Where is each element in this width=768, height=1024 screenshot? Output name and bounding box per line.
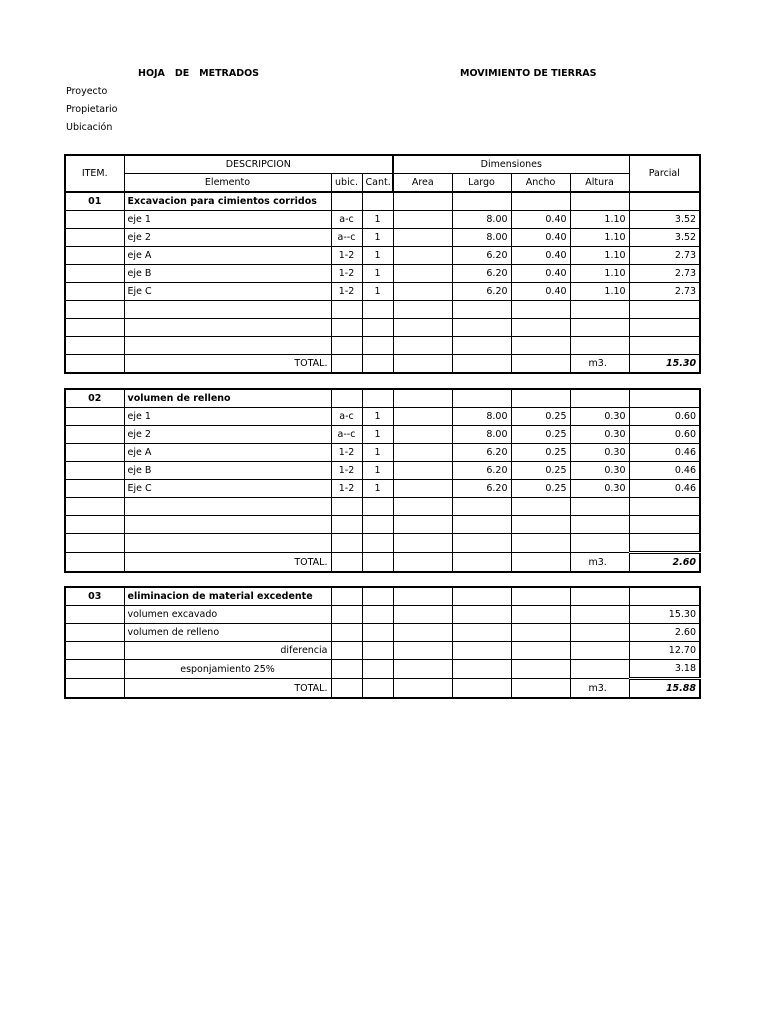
section-table-03 <box>64 586 701 699</box>
empty-cell <box>452 642 511 660</box>
total-value: 15.30 <box>629 355 700 374</box>
elemento-cell: eje 1 <box>124 211 331 229</box>
empty-cell <box>331 642 362 660</box>
col-header-cant: Cant. <box>362 174 393 193</box>
parcial-cell: 0.60 <box>629 408 700 426</box>
line-label: volumen de relleno <box>124 624 331 642</box>
elemento-cell: eje A <box>124 247 331 265</box>
largo-cell: 6.20 <box>452 444 511 462</box>
ubic-cell: a--c <box>331 229 362 247</box>
item-number: 01 <box>65 192 124 211</box>
table-row <box>65 283 700 301</box>
ubic-cell: 1-2 <box>331 444 362 462</box>
total-label: TOTAL. <box>124 355 331 374</box>
ancho-cell: 0.25 <box>511 444 570 462</box>
empty-cell <box>331 660 362 679</box>
col-header-area: Area <box>393 174 452 193</box>
table-row <box>65 660 700 679</box>
ubic-cell: 1-2 <box>331 247 362 265</box>
total-row <box>65 679 700 699</box>
empty-row <box>65 337 700 355</box>
table-row <box>65 606 700 624</box>
total-row <box>65 553 700 573</box>
total-label: TOTAL. <box>124 679 331 699</box>
table-row <box>65 426 700 444</box>
table-row <box>65 444 700 462</box>
cant-cell: 1 <box>362 444 393 462</box>
total-row <box>65 355 700 374</box>
largo-cell: 6.20 <box>452 265 511 283</box>
ubic-cell: a--c <box>331 426 362 444</box>
elemento-cell: eje B <box>124 265 331 283</box>
table-row <box>65 642 700 660</box>
item-cell <box>65 408 124 426</box>
section-title: Excavacion para cimientos corridos <box>124 192 331 211</box>
item-cell <box>65 606 124 624</box>
elemento-cell: eje A <box>124 444 331 462</box>
elemento-cell: Eje C <box>124 283 331 301</box>
cant-cell: 1 <box>362 480 393 498</box>
altura-cell: 0.30 <box>570 426 629 444</box>
altura-cell: 1.10 <box>570 265 629 283</box>
empty-cell <box>570 660 629 679</box>
altura-cell: 0.30 <box>570 408 629 426</box>
ubic-cell: 1-2 <box>331 480 362 498</box>
item-number: 03 <box>65 587 124 606</box>
item-cell <box>65 462 124 480</box>
total-value: 15.88 <box>629 679 700 699</box>
elemento-cell: eje 1 <box>124 408 331 426</box>
largo-cell: 6.20 <box>452 480 511 498</box>
area-cell <box>393 462 452 480</box>
altura-cell: 0.30 <box>570 462 629 480</box>
parcial-cell: 2.73 <box>629 283 700 301</box>
section-title: eliminacion de material excedente <box>124 587 331 606</box>
col-header-ubic: ubic. <box>331 174 362 193</box>
empty-cell <box>570 606 629 624</box>
empty-cell <box>452 624 511 642</box>
parcial-cell: 15.30 <box>629 606 700 624</box>
parcial-cell: 3.52 <box>629 211 700 229</box>
largo-cell: 8.00 <box>452 426 511 444</box>
cant-cell: 1 <box>362 265 393 283</box>
cant-cell: 1 <box>362 211 393 229</box>
col-header-ancho: Ancho <box>511 174 570 193</box>
item-cell <box>65 642 124 660</box>
empty-cell <box>452 660 511 679</box>
ubic-cell: a-c <box>331 211 362 229</box>
empty-cell <box>362 642 393 660</box>
empty-row <box>65 516 700 534</box>
area-cell <box>393 229 452 247</box>
parcial-cell: 0.46 <box>629 444 700 462</box>
item-cell <box>65 426 124 444</box>
empty-cell <box>362 660 393 679</box>
section-table-01 <box>64 154 701 374</box>
table-row <box>65 462 700 480</box>
ancho-cell: 0.40 <box>511 211 570 229</box>
ancho-cell: 0.40 <box>511 229 570 247</box>
cant-cell: 1 <box>362 408 393 426</box>
item-cell <box>65 247 124 265</box>
empty-cell <box>331 606 362 624</box>
parcial-cell: 0.60 <box>629 426 700 444</box>
parcial-cell: 2.73 <box>629 265 700 283</box>
ubic-cell: 1-2 <box>331 462 362 480</box>
ancho-cell: 0.40 <box>511 265 570 283</box>
parcial-cell: 2.73 <box>629 247 700 265</box>
section-title-row <box>65 587 700 606</box>
total-unit: m3. <box>570 679 629 699</box>
largo-cell: 6.20 <box>452 462 511 480</box>
total-label: TOTAL. <box>124 553 331 573</box>
largo-cell: 8.00 <box>452 408 511 426</box>
elemento-cell: eje B <box>124 462 331 480</box>
altura-cell: 0.30 <box>570 480 629 498</box>
table-row <box>65 265 700 283</box>
largo-cell: 8.00 <box>452 229 511 247</box>
largo-cell: 8.00 <box>452 211 511 229</box>
altura-cell: 1.10 <box>570 229 629 247</box>
parcial-cell: 0.46 <box>629 480 700 498</box>
ubic-cell: a-c <box>331 408 362 426</box>
empty-cell <box>393 642 452 660</box>
col-header-largo: Largo <box>452 174 511 193</box>
cant-cell: 1 <box>362 462 393 480</box>
empty-cell <box>511 606 570 624</box>
line-label: volumen excavado <box>124 606 331 624</box>
total-value: 2.60 <box>629 553 700 573</box>
largo-cell: 6.20 <box>452 283 511 301</box>
area-cell <box>393 444 452 462</box>
col-header-dimensiones: Dimensiones <box>393 155 629 174</box>
item-cell <box>65 265 124 283</box>
item-cell <box>65 229 124 247</box>
empty-cell <box>362 624 393 642</box>
item-cell <box>65 211 124 229</box>
header-row-2 <box>65 174 700 193</box>
area-cell <box>393 480 452 498</box>
item-number: 02 <box>65 389 124 408</box>
ancho-cell: 0.25 <box>511 462 570 480</box>
section-title-row <box>65 389 700 408</box>
elemento-cell: eje 2 <box>124 426 331 444</box>
table-row <box>65 480 700 498</box>
empty-row <box>65 534 700 553</box>
cant-cell: 1 <box>362 426 393 444</box>
empty-cell <box>570 624 629 642</box>
field-proyecto: Proyecto <box>66 86 108 97</box>
area-cell <box>393 211 452 229</box>
empty-cell <box>393 606 452 624</box>
ancho-cell: 0.40 <box>511 247 570 265</box>
table-row <box>65 624 700 642</box>
empty-row <box>65 498 700 516</box>
ancho-cell: 0.40 <box>511 283 570 301</box>
table-row <box>65 247 700 265</box>
empty-cell <box>511 624 570 642</box>
parcial-cell: 12.70 <box>629 642 700 660</box>
table-row <box>65 229 700 247</box>
largo-cell: 6.20 <box>452 247 511 265</box>
item-cell <box>65 480 124 498</box>
empty-cell <box>393 624 452 642</box>
empty-cell <box>331 624 362 642</box>
section-title: volumen de relleno <box>124 389 331 408</box>
empty-cell <box>570 642 629 660</box>
ancho-cell: 0.25 <box>511 480 570 498</box>
col-header-altura: Altura <box>570 174 629 193</box>
parcial-cell: 3.18 <box>629 660 700 679</box>
line-label: esponjamiento 25% <box>124 660 331 679</box>
ubic-cell: 1-2 <box>331 283 362 301</box>
empty-cell <box>452 606 511 624</box>
ancho-cell: 0.25 <box>511 426 570 444</box>
total-unit: m3. <box>570 553 629 573</box>
total-unit: m3. <box>570 355 629 374</box>
parcial-cell: 0.46 <box>629 462 700 480</box>
field-ubicacion: Ubicación <box>66 122 113 133</box>
item-cell <box>65 660 124 679</box>
area-cell <box>393 265 452 283</box>
area-cell <box>393 247 452 265</box>
area-cell <box>393 283 452 301</box>
altura-cell: 1.10 <box>570 283 629 301</box>
empty-row <box>65 319 700 337</box>
item-cell <box>65 624 124 642</box>
field-propietario: Propietario <box>66 104 118 115</box>
altura-cell: 0.30 <box>570 444 629 462</box>
cant-cell: 1 <box>362 229 393 247</box>
empty-cell <box>393 660 452 679</box>
item-cell <box>65 283 124 301</box>
line-label: diferencia <box>124 642 331 660</box>
empty-cell <box>362 606 393 624</box>
col-header-item: ITEM. <box>65 155 124 192</box>
table-row <box>65 211 700 229</box>
header-row-1 <box>65 155 700 174</box>
parcial-cell: 2.60 <box>629 624 700 642</box>
col-header-descripcion: DESCRIPCION <box>124 155 393 174</box>
altura-cell: 1.10 <box>570 211 629 229</box>
section-table-02 <box>64 388 701 573</box>
section-title-row <box>65 192 700 211</box>
empty-row <box>65 301 700 319</box>
altura-cell: 1.10 <box>570 247 629 265</box>
ubic-cell: 1-2 <box>331 265 362 283</box>
elemento-cell: eje 2 <box>124 229 331 247</box>
empty-cell <box>511 642 570 660</box>
col-header-parcial: Parcial <box>629 155 700 192</box>
item-cell <box>65 444 124 462</box>
cant-cell: 1 <box>362 283 393 301</box>
empty-cell <box>511 660 570 679</box>
table-row <box>65 408 700 426</box>
parcial-cell: 3.52 <box>629 229 700 247</box>
elemento-cell: Eje C <box>124 480 331 498</box>
ancho-cell: 0.25 <box>511 408 570 426</box>
sheet-title: HOJA DE METRADOS <box>138 68 260 79</box>
area-cell <box>393 408 452 426</box>
area-cell <box>393 426 452 444</box>
sheet-subtitle: MOVIMIENTO DE TIERRAS <box>460 68 597 79</box>
cant-cell: 1 <box>362 247 393 265</box>
col-header-elemento: Elemento <box>124 174 331 193</box>
